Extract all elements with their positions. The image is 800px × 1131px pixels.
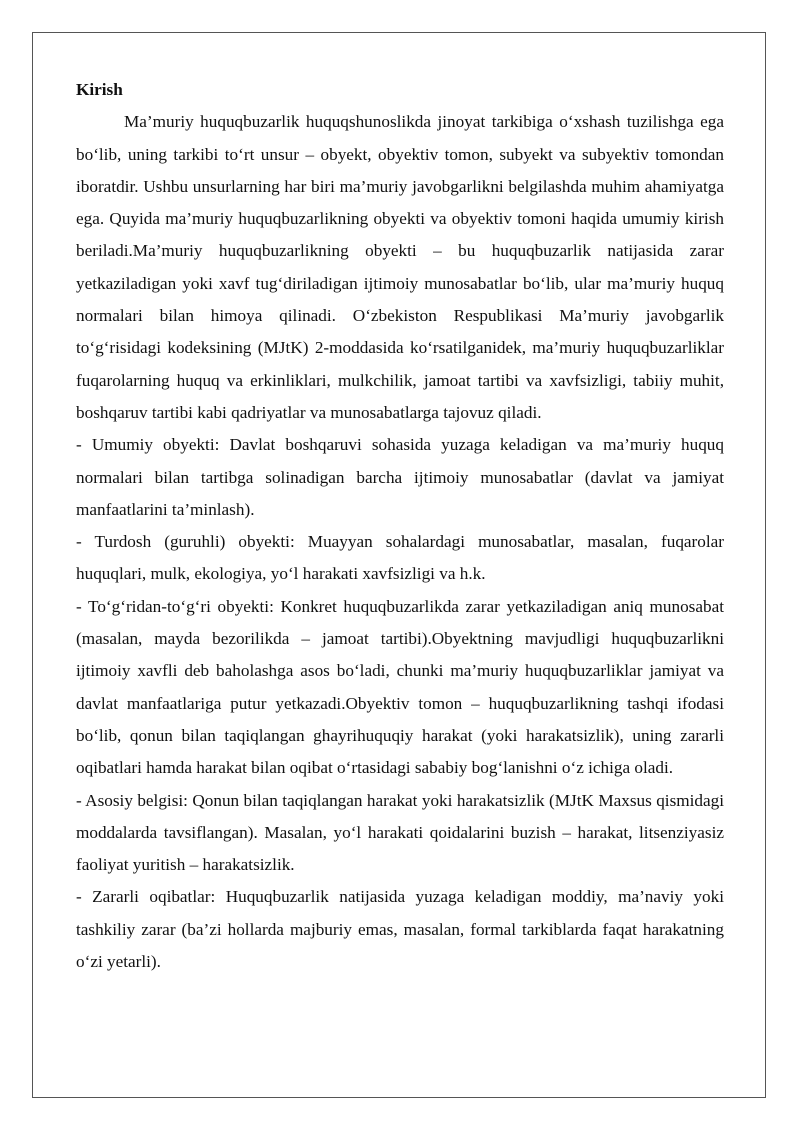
paragraph-main-feature: - Asosiy belgisi: Qonun bilan taqiqlangan harakat yoki harakatsizlik (MJtK Maxsus qismidagi moddalarda tavsiflangan). Masalan, yo‘l harakati qoidalarini buzish – harakat, litsenziyasiz faoliyat yuritish – harakatsizlik. xyxy=(76,790,724,875)
paragraph-generic-object: - Turdosh (guruhli) obyekti: Muayyan sohalardagi munosabatlar, masalan, fuqarolar huquqlari, mulk, ekologiya, yo‘l harakati xavfsizligi va h.k. xyxy=(76,532,724,584)
section-heading: Kirish xyxy=(76,80,123,99)
paragraph-general-object: - Umumiy obyekti: Davlat boshqaruvi sohasida yuzaga keladigan va ma’muriy huquq normalari bilan tartibga solinadigan barcha ijtimoiy munosabatlar (davlat va jamiyat manfaatlarini ta’minlash). xyxy=(76,435,724,519)
document-body xyxy=(76,74,724,978)
paragraph-direct-object: - To‘g‘ridan-to‘g‘ri obyekti: Konkret huquqbuzarlikda zarar yetkaziladigan aniq munosabat (masalan, mayda bezorilikda – jamoat tartibi).Obyektning mavjudligi huquqbuzarlikni ijtimoiy xavfli deb baholashga asos bo‘ladi, chunki ma’muriy huquqbuzarliklar jamiyat va davlat manfaatlariga putur yetkazadi.Obyektiv tomon – huquqbuzarlikning tashqi ifodasi bo‘lib, qonun bilan taqiqlangan ghayrihuquqiy harakat (yoki harakatsizlik), uning zararli oqibatlari hamda harakat bilan oqibat o‘rtasidagi sababiy bog‘lanishni o‘z ichiga oladi. xyxy=(76,596,724,778)
paragraph-harmful-consequences: - Zararli oqibatlar: Huquqbuzarlik natijasida yuzaga keladigan moddiy, ma’naviy yoki tashkiliy zarar (ba’zi hollarda majburiy emas, masalan, formal tarkiblarda faqat harakatning o‘zi yetarli). xyxy=(76,887,724,972)
intro-paragraph: Ma’muriy huquqbuzarlik huquqshunoslikda jinoyat tarkibiga o‘xshash tuzilishga ega bo‘lib, uning tarkibi to‘rt unsur – obyekt, obyektiv tomon, subyekt va subyektiv tomondan iboratdir. Ushbu unsurlarning har biri ma’muriy javobgarlikni belgilashda muhim ahamiyatga ega. Quyida ma’muriy huquqbuzarlikning obyekti va obyektiv tomoni haqida umumiy kirish beriladi.Ma’muriy huquqbuzarlikning obyekti – bu huquqbuzarlik natijasida zarar yetkaziladigan yoki xavf tug‘diriladigan ijtimoiy munosabatlar bo‘lib, ular ma’muriy huquq normalari bilan himoya qilinadi. O‘zbekiston Respublikasi Ma’muriy javobgarlik to‘g‘risidagi kodeksining (MJtK) 2-moddasida ko‘rsatilganidek, ma’muriy huquqbuzarliklar fuqarolarning huquq va erkinliklari, mulkchilik, jamoat tartibi va xavfsizligi, tabiiy muhit, boshqaruv tartibi kabi qadriyatlar va munosabatlarga tajovuz qiladi. xyxy=(76,112,724,422)
